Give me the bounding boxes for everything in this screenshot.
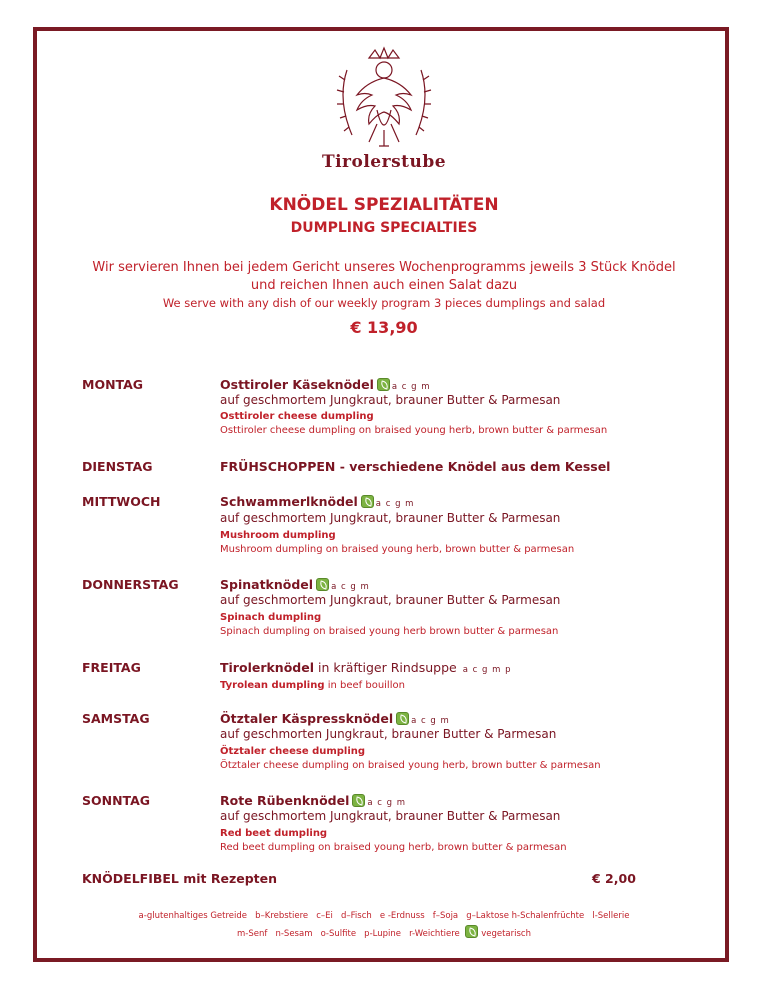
dish-en-title: Red beet dumpling xyxy=(220,828,328,839)
dish-en-description: Mushroom dumpling on braised young herb, brown butter & parmesan xyxy=(220,544,575,555)
leaf-icon xyxy=(361,495,374,508)
day-label: MONTAG xyxy=(82,377,144,392)
dish-en-suffix: in beef bouillon xyxy=(327,680,405,691)
dish-description: auf geschmorten Jungkraut, brauner Butter & Parmesan xyxy=(220,727,557,741)
brand-name: Tirolerstube xyxy=(321,152,447,172)
leaf-icon xyxy=(377,378,390,391)
dish-title xyxy=(220,793,406,808)
cookbook-offer: KNÖDELFIBEL mit Rezepten xyxy=(82,871,278,886)
dish-name: Tirolerknödel xyxy=(220,660,315,675)
dish-en-description: Spinach dumpling on braised young herb brown butter & parmesan xyxy=(220,626,559,637)
day-label: DONNERSTAG xyxy=(82,577,179,592)
allergen-codes: a c g m xyxy=(391,382,431,392)
day-label: MITTWOCH xyxy=(82,494,161,509)
page-title: KNÖDEL SPEZIALITÄTEN xyxy=(269,195,499,215)
dish-en-description: Ötztaler cheese dumpling on braised young herb, brown butter & parmesan xyxy=(220,760,601,771)
leaf-icon xyxy=(465,925,478,938)
allergen-legend-line-1: a-glutenhaltiges Getreide b–Krebstiere c–Ei d–Fisch e -Erdnuss f–Soja g–Laktose h-Schalenfrüchte l-Sellerie xyxy=(138,911,630,921)
dish-en-description: Red beet dumpling on braised young herb, brown butter & parmesan xyxy=(220,842,567,853)
dish-title xyxy=(220,577,370,592)
day-label: SONNTAG xyxy=(82,793,151,808)
intro-text-de-1: Wir servieren Ihnen bei jedem Gericht unseres Wochenprogramms jeweils 3 Stück Knödel xyxy=(92,260,676,275)
dish-en-title: Mushroom dumpling xyxy=(220,530,336,541)
dish-name: Ötztaler Käspressknödel xyxy=(220,711,394,726)
vegetarian-label: vegetarisch xyxy=(481,929,531,939)
day-label: FREITAG xyxy=(82,660,141,675)
allergen-legend-text: m-Senf n-Sesam o-Sulfite p-Lupine r-Weichtiere xyxy=(237,929,460,939)
leaf-icon xyxy=(352,794,365,807)
dish-name: Rote Rübenknödel xyxy=(220,793,350,808)
dish-name: Osttiroler Käseknödel xyxy=(220,377,374,392)
dish-description: auf geschmortem Jungkraut, brauner Butter & Parmesan xyxy=(220,393,561,407)
dish-name: Schwammerlknödel xyxy=(220,494,358,509)
dish-en-title: Tyrolean dumpling xyxy=(220,680,325,691)
dish-description: auf geschmortem Jungkraut, brauner Butter & Parmesan xyxy=(220,511,561,525)
dish-name: FRÜHSCHOPPEN - verschiedene Knödel aus dem Kessel xyxy=(220,459,611,474)
dish-title xyxy=(220,660,511,675)
dish-en-line xyxy=(220,680,405,691)
page-subtitle: DUMPLING SPECIALTIES xyxy=(290,220,478,236)
intro-text-en: We serve with any dish of our weekly program 3 pieces dumplings and salad xyxy=(162,296,606,310)
dish-en-description: Osttiroler cheese dumpling on braised young herb, brown butter & parmesan xyxy=(220,425,608,436)
dish-en-title: Ötztaler cheese dumpling xyxy=(220,746,366,757)
intro-text-de-2: und reichen Ihnen auch einen Salat dazu xyxy=(250,278,518,293)
leaf-icon xyxy=(396,712,409,725)
allergen-codes: a c g m p xyxy=(462,665,512,675)
day-label: DIENSTAG xyxy=(82,459,153,474)
dish-name: Spinatknödel xyxy=(220,577,314,592)
dish-title xyxy=(220,459,610,474)
allergen-codes: a c g m xyxy=(375,499,415,509)
dish-title xyxy=(220,494,414,509)
cookbook-price: € 2,00 xyxy=(592,871,636,886)
allergen-legend-line-2 xyxy=(0,925,768,939)
dish-en-title: Osttiroler cheese dumpling xyxy=(220,411,374,422)
day-label: SAMSTAG xyxy=(82,711,150,726)
allergen-codes: a c g m xyxy=(411,716,450,726)
dish-description: auf geschmortem Jungkraut, brauner Butter & Parmesan xyxy=(220,809,561,823)
dish-title xyxy=(220,711,450,726)
dish-en-title: Spinach dumpling xyxy=(220,612,322,623)
dish-title xyxy=(220,377,431,392)
allergen-codes: a c g m xyxy=(367,798,407,808)
menu-price: € 13,90 xyxy=(350,318,418,337)
dish-description: auf geschmortem Jungkraut, brauner Butter & Parmesan xyxy=(220,593,561,607)
dish-suffix: in kräftiger Rindsuppe xyxy=(318,660,457,675)
leaf-icon xyxy=(316,578,329,591)
allergen-codes: a c g m xyxy=(331,582,370,592)
